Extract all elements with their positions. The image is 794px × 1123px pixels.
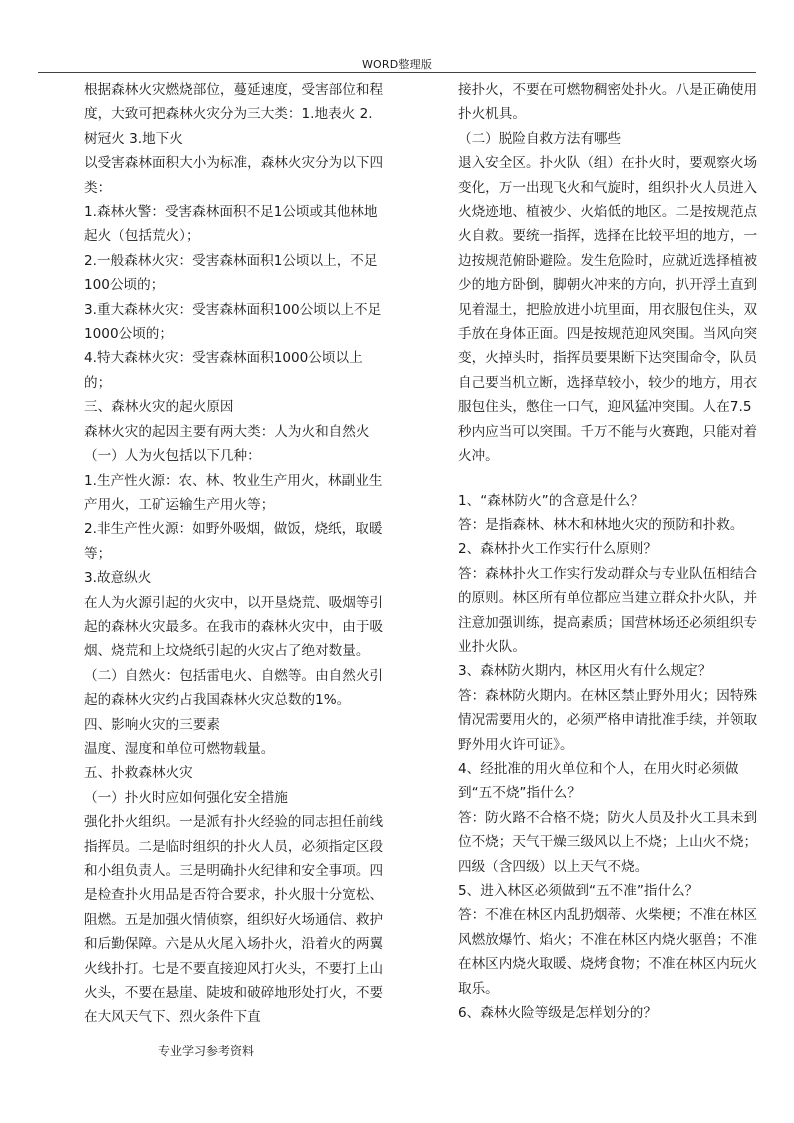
paragraph: 2、森林扑火工作实行什么原则？ [458,541,657,558]
paragraph: 以受害森林面积大小为标准，森林火灾分为以下四类： [84,155,384,196]
paragraph: 5、进入林区必须做到“五不准”指什么？ [458,883,699,899]
paragraph: 4.特大森林火灾：受害森林面积1000公顷以上的； [84,350,363,391]
paragraph: 1.生产性火源：农、林、牧业生产用火，林副业生产用火，工矿运输生产用火等； [84,472,383,513]
paragraph: 答：防火路不合格不烧；防火人员及扑火工具未到位不烧；天气干燥三级风以上不烧；上山火不烧；四级（含四级）以上天气不烧。 [458,809,758,875]
paragraph: 1.森林火警：受害森林面积不足1公顷或其他林地起火（包括荒火）； [84,204,378,245]
paragraph: 3、森林防火期内，林区用火有什么规定？ [458,663,712,680]
paragraph: 在人为火源引起的火灾中，以开垦烧荒、吸烟等引起的森林火灾最多。在我市的森林火灾中，由于吸烟、烧荒和上坟烧纸引起的火灾占了绝对数量。 [84,594,384,660]
paragraph: 退入安全区。扑火队（组）在扑火时，要观察火场变化，万一出现飞火和气旋时，组织扑火人员进入火烧迹地、植被少、火焰低的地区。二是按规范点火自救。要统一指挥，选择在比较平坦的地方，一边按规范俯卧避险。发生危险时，应就近选择植被少的地方卧倒，脚朝火冲来的方向，扒开浮土直到见着湿土，把脸放进小坑里面，用衣服包住头，双手放在身体正面。四是按规范迎风突围。当风向突变，火掉头时，指挥员要果断下达突围命令，队员自己要当机立断，选择草较小，较少的地方，用衣服包住头，憋住一口气，迎风猛冲突围。人在7.5秒内应当可以突围。千万不能与火赛跑，只能对着火冲。 [458,155,758,465]
right-column [458,78,758,1025]
paragraph: 五、扑救森林火灾 [84,765,193,782]
paragraph: 4、经批准的用火单位和个人，在用火时必须做到“五不烧”指什么？ [458,760,739,802]
paragraph: （二）自然火：包括雷电火、自燃等。由自然火引起的森林火灾约占我国森林火灾总数的1%。 [84,667,384,709]
paragraph: 四、影响火灾的三要素 [84,716,220,733]
paragraph: 温度、湿度和单位可燃物载量。 [84,740,275,757]
paragraph: 3.故意纵火 [84,570,152,587]
paragraph: （一）扑火时应如何强化安全措施 [84,789,288,806]
paragraph: 6、森林火险等级是怎样划分的？ [458,1005,657,1022]
paragraph: 森林火灾的起因主要有两大类：人为火和自然火 [84,423,370,440]
paragraph: 强化扑火组织。一是派有扑火经验的同志担任前线指挥员。二是临时组织的扑火人员，必须指定区段和小组负责人。三是明确扑火纪律和安全事项。四是检查扑火用品是否符合要求，扑火服十分宽松、阻燃。五是加强火情侦察，组织好火场通信、救护和后勤保障。六是从火尾入场扑火，沿着火的两翼火线扑打。七是不要直接迎风打火头，不要打上山火头，不要在悬崖、陡坡和破碎地形处打火，不要在大风天气下、烈火条件下直 [84,814,384,1026]
header-divider [38,72,756,73]
paragraph: 答：森林扑火工作实行发动群众与专业队伍相结合的原则。林区所有单位都应当建立群众扑火队，并注意加强训练，提高素质；国营林场还必须组织专业扑火队。 [458,565,758,655]
page-header: WORD整理版 [361,58,433,71]
left-column [84,78,386,1030]
paragraph: 答：是指森林、林木和林地火灾的预防和扑救。 [458,516,744,533]
paragraph: 接扑火，不要在可燃物稠密处扑火。八是正确使用扑火机具。 [458,82,758,123]
paragraph: 1、“森林防火”的含意是什么？ [458,492,644,509]
paragraph: 答：森林防火期内。在林区禁止野外用火；因特殊情况需要用火的，必须严格申请批准手续，并领取野外用火许可证》。 [458,687,758,753]
paragraph-gap [458,469,758,489]
paragraph: （二）脱险自救方法有哪些 [458,130,622,147]
paragraph: 2.一般森林火灾：受害森林面积1公顷以上，不足100公顷的； [84,252,378,294]
paragraph: （一）人为火包括以下几种： [84,448,261,465]
paragraph: 3.重大森林火灾：受害森林面积100公顷以上不足1000公顷的； [84,301,382,343]
paragraph: 三、森林火灾的起火原因 [84,399,234,416]
page-footer: 专业学习参考资料 [158,1044,255,1058]
paragraph: 2.非生产性火源：如野外吸烟，做饭，烧纸，取暖等； [84,521,383,562]
paragraph: 答：不准在林区内乱扔烟蒂、火柴梗；不准在林区风燃放爆竹、焰火；不准在林区内烧火驱兽；不准在林区内烧火取暖、烧烤食物；不准在林区内玩火取乐。 [458,907,758,997]
paragraph: 根据森林火灾燃烧部位，蔓延速度，受害部位和程度，大致可把森林火灾分为三大类：1.地表火 2.树冠火 3.地下火 [84,82,384,147]
